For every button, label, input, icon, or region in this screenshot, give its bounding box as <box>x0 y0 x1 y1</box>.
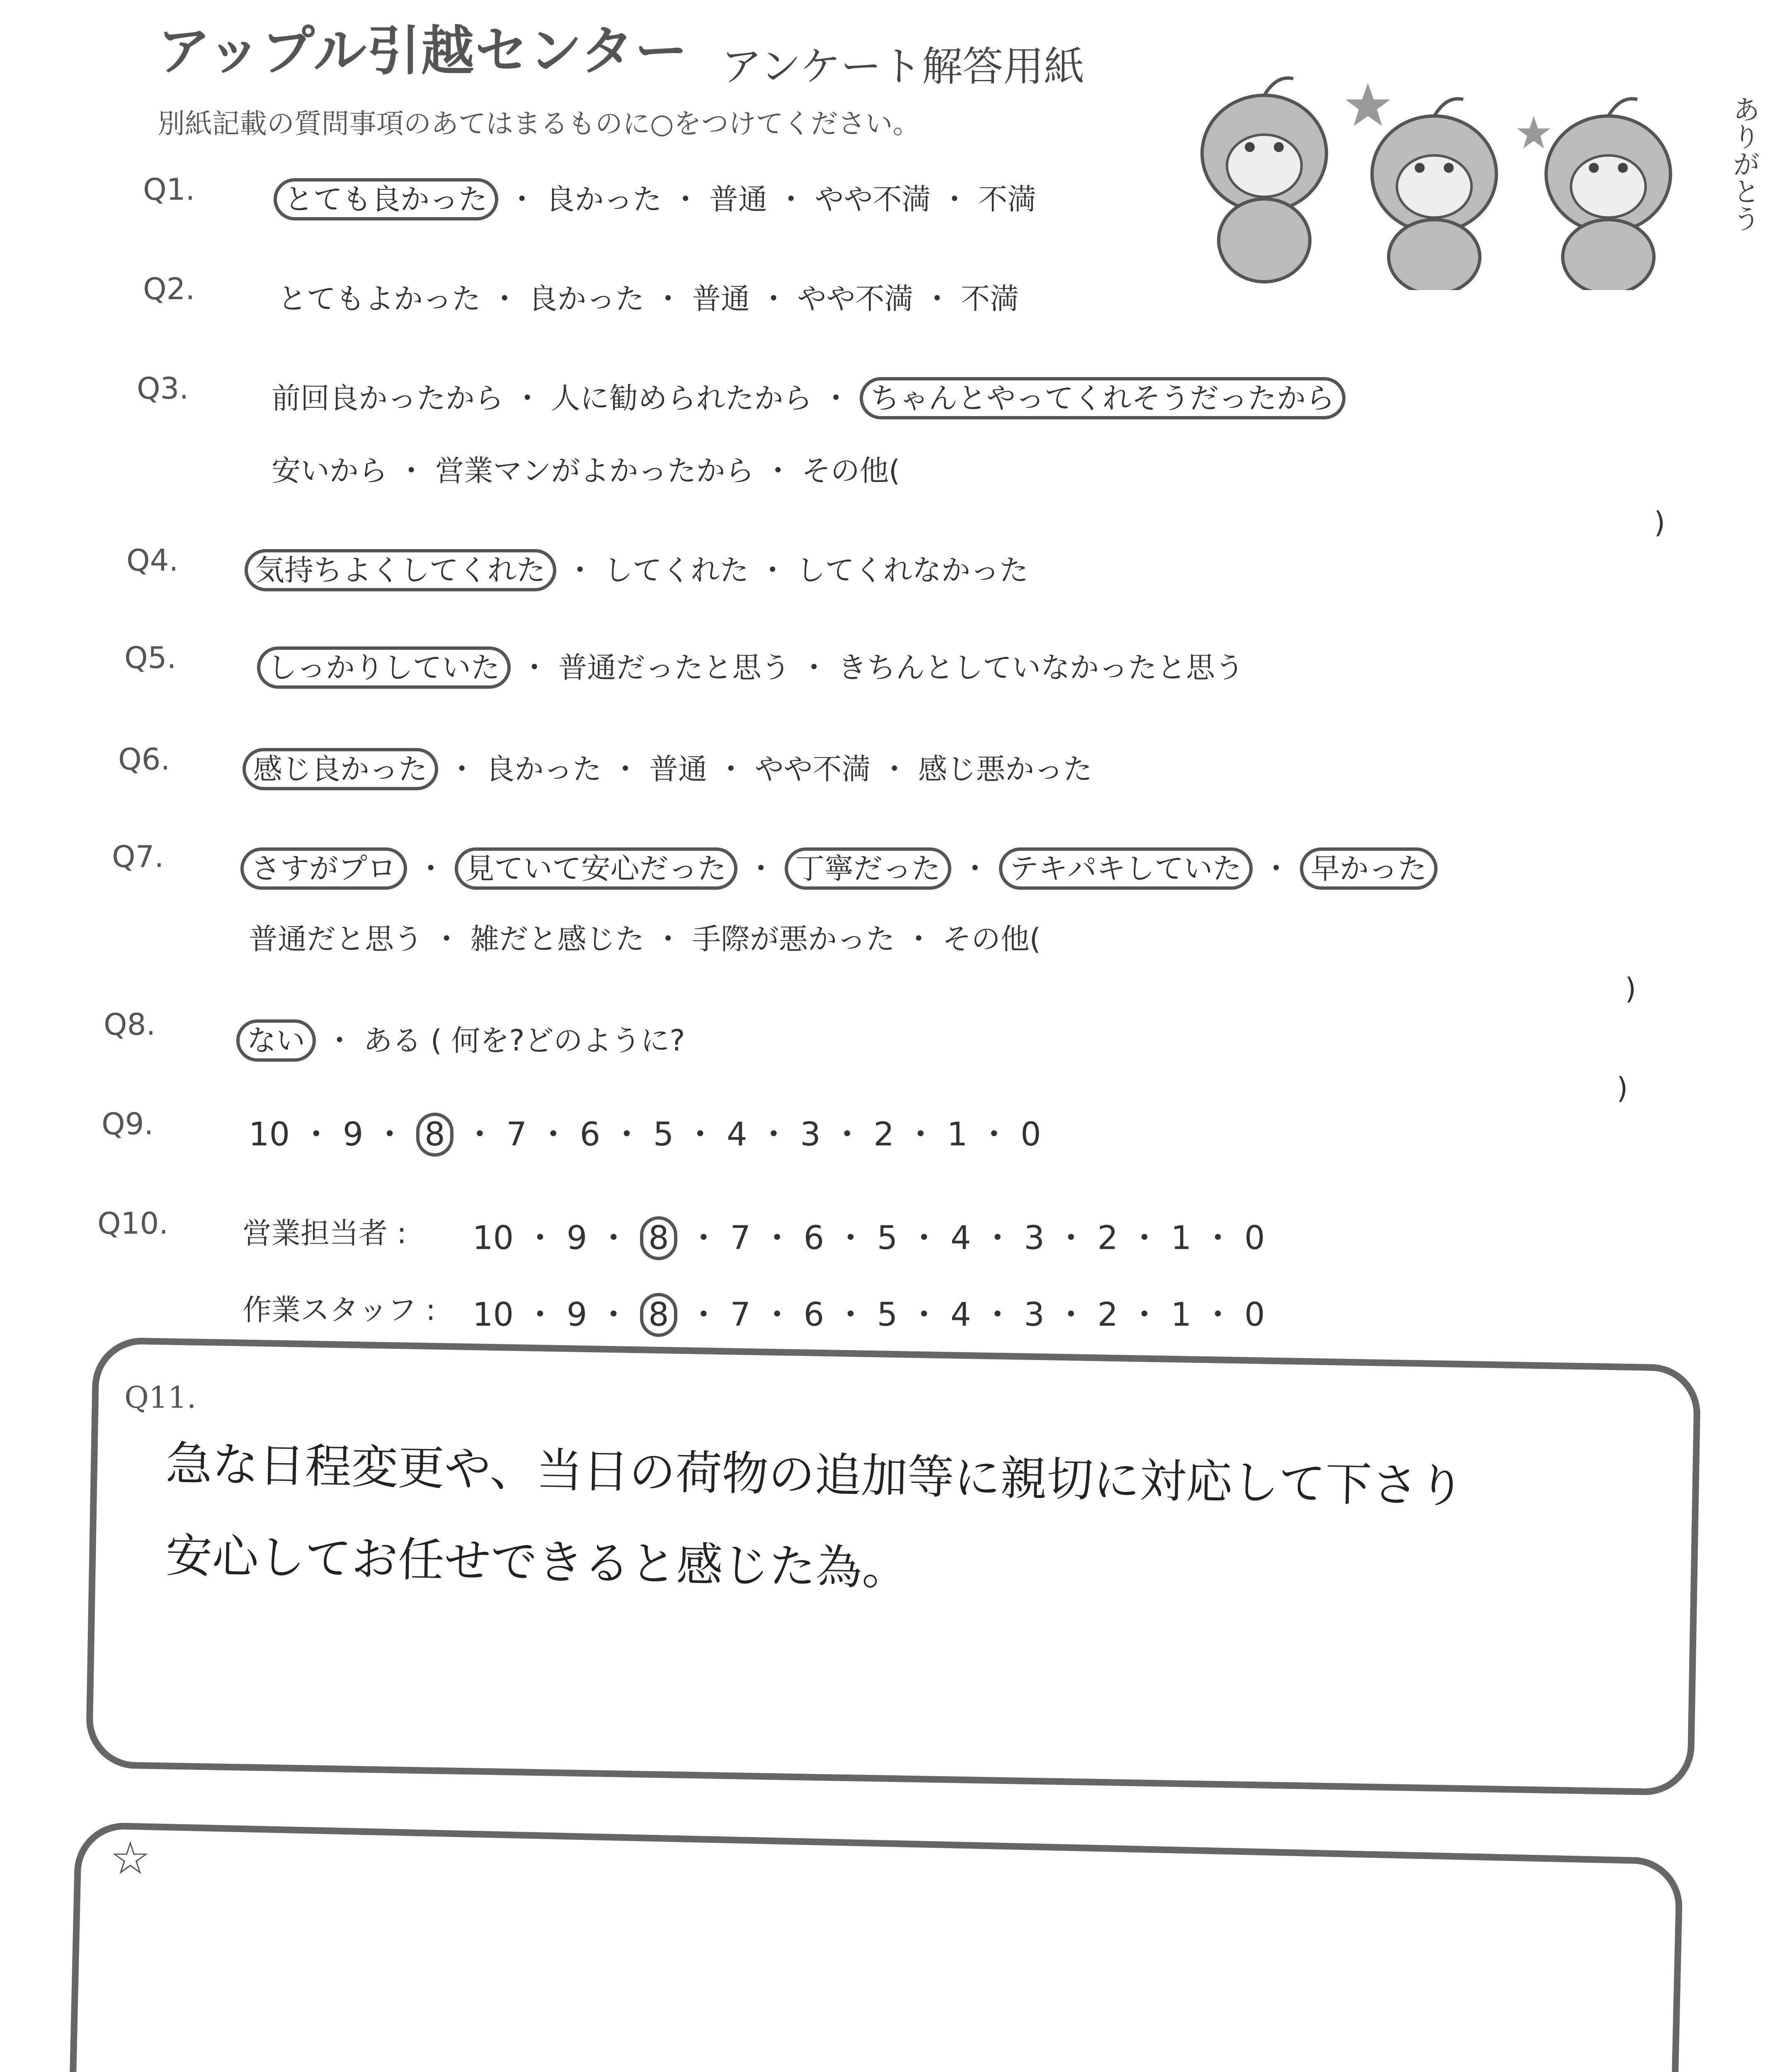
q6-option-selected[interactable]: 感じ良かった <box>242 748 438 790</box>
q7-number: Q7. <box>112 839 164 874</box>
q8-close-paren: ) <box>1617 1071 1628 1105</box>
extra-comment-box[interactable] <box>66 1822 1683 2072</box>
q10-sales-score[interactable]: 9 <box>566 1220 587 1257</box>
q8-option[interactable]: ある ( 何を?どのように? <box>363 1024 685 1058</box>
q10-staff-score-selected[interactable]: 8 <box>640 1293 677 1337</box>
q7-option-selected[interactable]: テキパキしていた <box>999 847 1253 890</box>
q10-staff-score[interactable]: 1 <box>1171 1296 1192 1334</box>
q5-options: しっかりしていた ・ 普通だったと思う ・ きちんとしていなかったと思う <box>257 644 1244 686</box>
q11-comment-line1: 急な日程変更や、当日の荷物の追加等に親切に対応して下さり <box>165 1437 1465 1514</box>
q10-sales-score[interactable]: 10 <box>473 1220 514 1257</box>
q11-comment-line2: 安心してお任せできると感じた為。 <box>165 1529 909 1596</box>
q10-sales-label: 営業担当者 : <box>242 1216 407 1250</box>
q10-sales-score[interactable]: 2 <box>1097 1220 1118 1257</box>
q9-score[interactable]: 3 <box>800 1116 821 1153</box>
q10-staff-score[interactable]: 0 <box>1244 1296 1265 1334</box>
q7-option[interactable]: 普通だと思う <box>249 922 423 956</box>
form-subtitle: アンケート解答用紙 <box>721 43 1085 90</box>
q8-options: ない ・ ある ( 何を?どのように? <box>236 1017 685 1059</box>
q10-staff-score[interactable]: 10 <box>473 1296 514 1334</box>
thanks-text: ありがとう <box>1728 95 1760 232</box>
q9-score[interactable]: 5 <box>653 1116 674 1153</box>
q10-sales-score-selected[interactable]: 8 <box>640 1216 677 1260</box>
q5-option[interactable]: きちんとしていなかったと思う <box>838 651 1244 685</box>
q10-sales-score[interactable]: 6 <box>803 1220 824 1257</box>
form-title: アップル引越センター <box>158 20 689 82</box>
q1-number: Q1. <box>143 172 195 207</box>
q6-option[interactable]: 普通 <box>649 752 708 786</box>
q1-option[interactable]: 不満 <box>978 182 1037 216</box>
q1-option[interactable]: 普通 <box>709 182 768 216</box>
q2-option[interactable]: 良かった <box>528 282 645 316</box>
q10-sales-score[interactable]: 5 <box>877 1220 898 1257</box>
q9-score[interactable]: 6 <box>579 1116 601 1153</box>
q3-options-line1: 前回良かったから ・ 人に勧められたから ・ ちゃんとやってくれそうだったから <box>272 375 1346 417</box>
q9-score[interactable]: 10 <box>249 1116 290 1153</box>
q10-staff-score[interactable]: 9 <box>566 1296 587 1334</box>
q3-close-paren: ) <box>1654 506 1666 540</box>
q7-option[interactable]: 雑だと感じた <box>470 922 645 956</box>
q9-score[interactable]: 2 <box>873 1116 895 1153</box>
q4-number: Q4. <box>126 543 179 578</box>
q10-staff-score[interactable]: 4 <box>950 1296 971 1334</box>
q8-number: Q8. <box>104 1007 156 1042</box>
q10-sales-score[interactable]: 7 <box>730 1220 751 1257</box>
q1-option-selected[interactable]: とても良かった <box>274 178 498 220</box>
q4-option[interactable]: してくれた <box>604 553 749 587</box>
q7-option-other[interactable]: その他( <box>942 922 1041 956</box>
q3-option[interactable]: 人に勧められたから <box>551 381 812 415</box>
q10-staff-score[interactable]: 2 <box>1097 1296 1118 1334</box>
q11-number: Q11. <box>124 1380 196 1415</box>
q7-options-line2: 普通だと思う ・ 雑だと感じた ・ 手際が悪かった ・ その他( <box>249 922 1041 956</box>
q9-score[interactable]: 4 <box>727 1116 747 1153</box>
q10-sales-score[interactable]: 1 <box>1171 1220 1192 1257</box>
q2-option[interactable]: 不満 <box>961 282 1019 316</box>
q9-score[interactable]: 0 <box>1020 1116 1041 1153</box>
q2-option[interactable]: やや不満 <box>797 282 914 316</box>
q2-number: Q2. <box>143 271 195 306</box>
q2-option[interactable]: 普通 <box>692 282 750 316</box>
q9-score[interactable]: 1 <box>947 1116 968 1153</box>
q7-options-line1: さすがプロ ・ 見ていて安心だった ・ 丁寧だった ・ テキパキしていた ・ 早かった <box>240 845 1438 887</box>
q3-option[interactable]: 営業マンがよかったから <box>435 454 754 488</box>
q1-options: とても良かった ・ 良かった ・ 普通 ・ やや不満 ・ 不満 <box>274 176 1036 218</box>
q2-options: とてもよかった ・ 良かった ・ 普通 ・ やや不満 ・ 不満 <box>278 282 1019 316</box>
star-icon: ☆ <box>110 1832 151 1885</box>
q7-option-selected[interactable]: さすがプロ <box>240 847 407 890</box>
q1-option[interactable]: 良かった <box>546 182 662 216</box>
q10-staff-score[interactable]: 7 <box>730 1296 751 1334</box>
q4-option-selected[interactable]: 気持ちよくしてくれた <box>245 549 556 591</box>
q5-number: Q5. <box>124 640 177 675</box>
q8-option-selected[interactable]: ない <box>236 1019 316 1062</box>
q7-option[interactable]: 手際が悪かった <box>692 922 895 956</box>
q7-option-selected[interactable]: 早かった <box>1300 847 1438 890</box>
q10-number: Q10. <box>97 1206 169 1241</box>
q3-number: Q3. <box>137 371 189 406</box>
q6-option[interactable]: 感じ悪かった <box>918 752 1093 786</box>
q10-sales-score[interactable]: 0 <box>1244 1220 1265 1257</box>
q2-option[interactable]: とてもよかった <box>278 282 481 316</box>
q4-option[interactable]: してくれなかった <box>796 553 1029 587</box>
q5-option-selected[interactable]: しっかりしていた <box>257 646 511 689</box>
q10-staff-score[interactable]: 6 <box>803 1296 824 1334</box>
q3-option-selected[interactable]: ちゃんとやってくれそうだったから <box>860 377 1346 419</box>
q7-option-selected[interactable]: 丁寧だった <box>785 847 951 890</box>
q3-option[interactable]: 前回良かったから <box>272 381 504 415</box>
q3-option[interactable]: 安いから <box>272 454 388 488</box>
q9-score[interactable]: 9 <box>342 1116 364 1153</box>
q10-sales-score[interactable]: 4 <box>950 1220 971 1257</box>
q3-option-other[interactable]: その他( <box>802 454 900 488</box>
q7-option-selected[interactable]: 見ていて安心だった <box>455 847 737 890</box>
q10-staff-score[interactable]: 5 <box>877 1296 898 1334</box>
q6-number: Q6. <box>118 742 170 777</box>
q10-sales-score[interactable]: 3 <box>1024 1220 1045 1257</box>
q9-score-selected[interactable]: 8 <box>416 1113 453 1157</box>
q6-option[interactable]: 良かった <box>485 752 602 786</box>
q9-score[interactable]: 7 <box>506 1116 527 1153</box>
q10-staff-scale: 10 ・ 9 ・ 8 ・ 7 ・ 6 ・ 5 ・ 4 ・ 3 ・ 2 ・ 1 ・ 0 <box>473 1289 1265 1335</box>
q9-scale: 10 ・ 9 ・ 8 ・ 7 ・ 6 ・ 5 ・ 4 ・ 3 ・ 2 ・ 1 ・ 0 <box>249 1109 1041 1155</box>
q10-staff-label: 作業スタッフ : <box>242 1293 436 1327</box>
q9-number: Q9. <box>102 1106 154 1141</box>
instruction-text: 別紙記載の質問事項のあてはまるものに○をつけてください。 <box>158 108 920 140</box>
q6-option[interactable]: やや不満 <box>754 752 871 786</box>
q10-sales-scale: 10 ・ 9 ・ 8 ・ 7 ・ 6 ・ 5 ・ 4 ・ 3 ・ 2 ・ 1 ・ 0 <box>473 1212 1265 1259</box>
mascot-monkeys-illustration <box>1169 58 1741 290</box>
q7-close-paren: ) <box>1625 972 1637 1006</box>
q6-options: 感じ良かった ・ 良かった ・ 普通 ・ やや不満 ・ 感じ悪かった <box>242 746 1092 788</box>
q5-option[interactable]: 普通だったと思う <box>558 651 790 685</box>
q10-staff-score[interactable]: 3 <box>1024 1296 1045 1334</box>
q1-option[interactable]: やや不満 <box>815 182 931 216</box>
q3-options-line2: 安いから ・ 営業マンがよかったから ・ その他( <box>272 454 900 488</box>
q4-options: 気持ちよくしてくれた ・ してくれた ・ してくれなかった <box>245 547 1028 589</box>
